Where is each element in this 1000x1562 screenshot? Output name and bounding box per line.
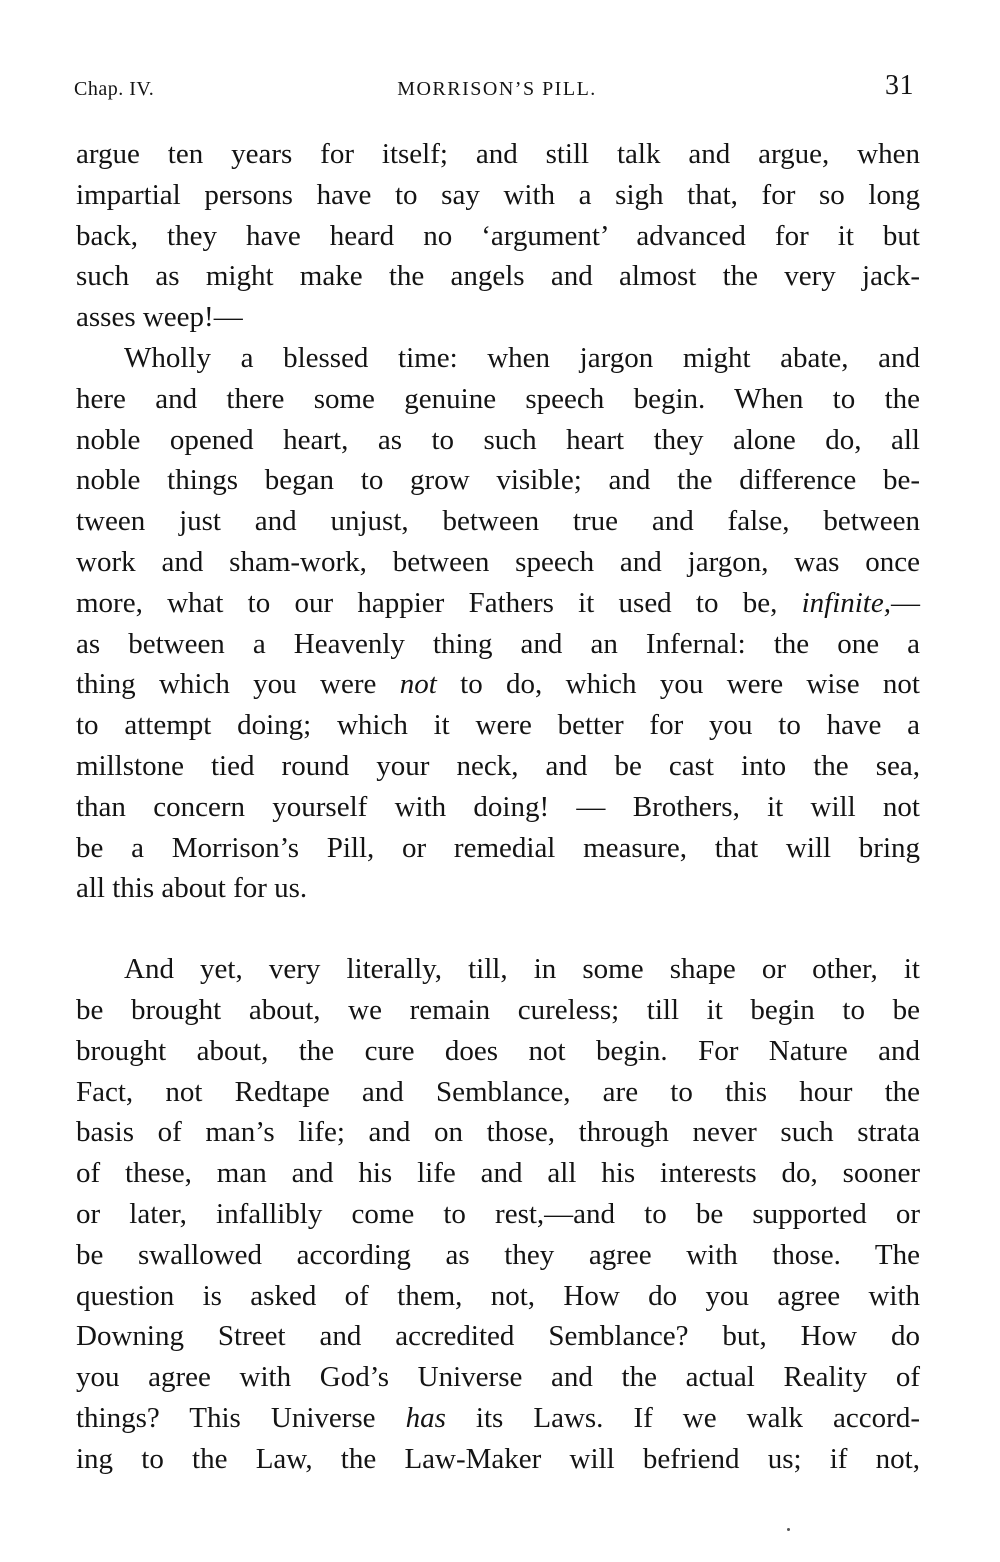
text-line: be swallowed according as they agree with those. The [76,1238,920,1271]
text-line: millstone tied round your neck, and be cast into the sea, [76,749,920,782]
text-line: basis of man’s life; and on those, through never such strata [76,1116,920,1149]
text-line: Wholly a blessed time: when jargon might abate, and [124,341,920,374]
text-line: such as might make the angels and almost the very jack- [76,260,920,293]
text-line: work and sham-work, between speech and jargon, was once [76,545,920,578]
section-break [76,909,920,949]
text-line: noble things began to grow visible; and the difference be- [76,464,920,497]
text-line: argue ten years for itself; and still talk and argue, when [76,138,920,170]
print-speck [787,1528,790,1531]
text-line: noble opened heart, as to such heart they alone do, all [76,423,920,456]
text-line: Downing Street and accredited Semblance? but, How do [76,1320,920,1353]
text-line: impartial persons have to say with a sigh that, for so long [76,178,920,211]
text-run: more, what to our happier Fathers it used to be, [76,586,802,619]
text-line: be brought about, we remain cureless; till it begin to be [76,993,920,1026]
page-number: 31 [885,70,914,101]
paragraph-1 [76,134,920,338]
text-line: you agree with God’s Universe and the actual Reality of [76,1361,920,1394]
text-line: here and there some genuine speech begin. When to the [76,382,920,415]
text-run: thing which you were [76,668,400,701]
running-head [74,70,920,110]
italic-word: infinite, [801,586,891,619]
italic-word: not [399,668,437,701]
text-line: And yet, very literally, till, in some shape or other, it [124,953,920,986]
text-line: or later, infallibly come to rest,—and to be supported or [76,1197,920,1230]
body-text [76,134,920,1480]
text-line: back, they have heard no ‘argument’ advanced for it but [76,219,920,252]
text-line: as between a Heavenly thing and an Infernal: the one a [76,627,920,660]
text-line: asses weep!— [76,301,243,334]
text-line [76,1398,920,1439]
paragraph-3 [76,949,920,1479]
text-run: — [891,586,920,619]
text-line: than concern yourself with doing! — Brothers, it will not [76,790,920,823]
text-line: of these, man and his life and all his interests do, sooner [76,1157,920,1190]
text-line [76,583,920,624]
text-run: its Laws. If we walk accord- [445,1401,920,1434]
running-title: MORRISON’S PILL. [397,78,597,100]
text-line: be a Morrison’s Pill, or remedial measure, that will bring [76,831,920,864]
text-line: tween just and unjust, between true and false, between [76,505,920,538]
text-line: question is asked of them, not, How do you agree with [76,1279,920,1312]
text-line [76,664,920,705]
text-run: things? This Universe [76,1401,406,1434]
text-line: to attempt doing; which it were better for you to have a [76,709,920,742]
text-line: all this about for us. [76,872,308,905]
chapter-label: Chap. IV. [74,78,155,100]
text-line: Fact, not Redtape and Semblance, are to this hour the [76,1075,920,1108]
paragraph-2 [76,338,920,909]
text-run: to do, which you were wise not [436,668,920,701]
text-line: ing to the Law, the Law-Maker will befriend us; if not, [76,1442,920,1475]
text-line: brought about, the cure does not begin. For Nature and [76,1034,920,1067]
italic-word: has [405,1401,446,1434]
